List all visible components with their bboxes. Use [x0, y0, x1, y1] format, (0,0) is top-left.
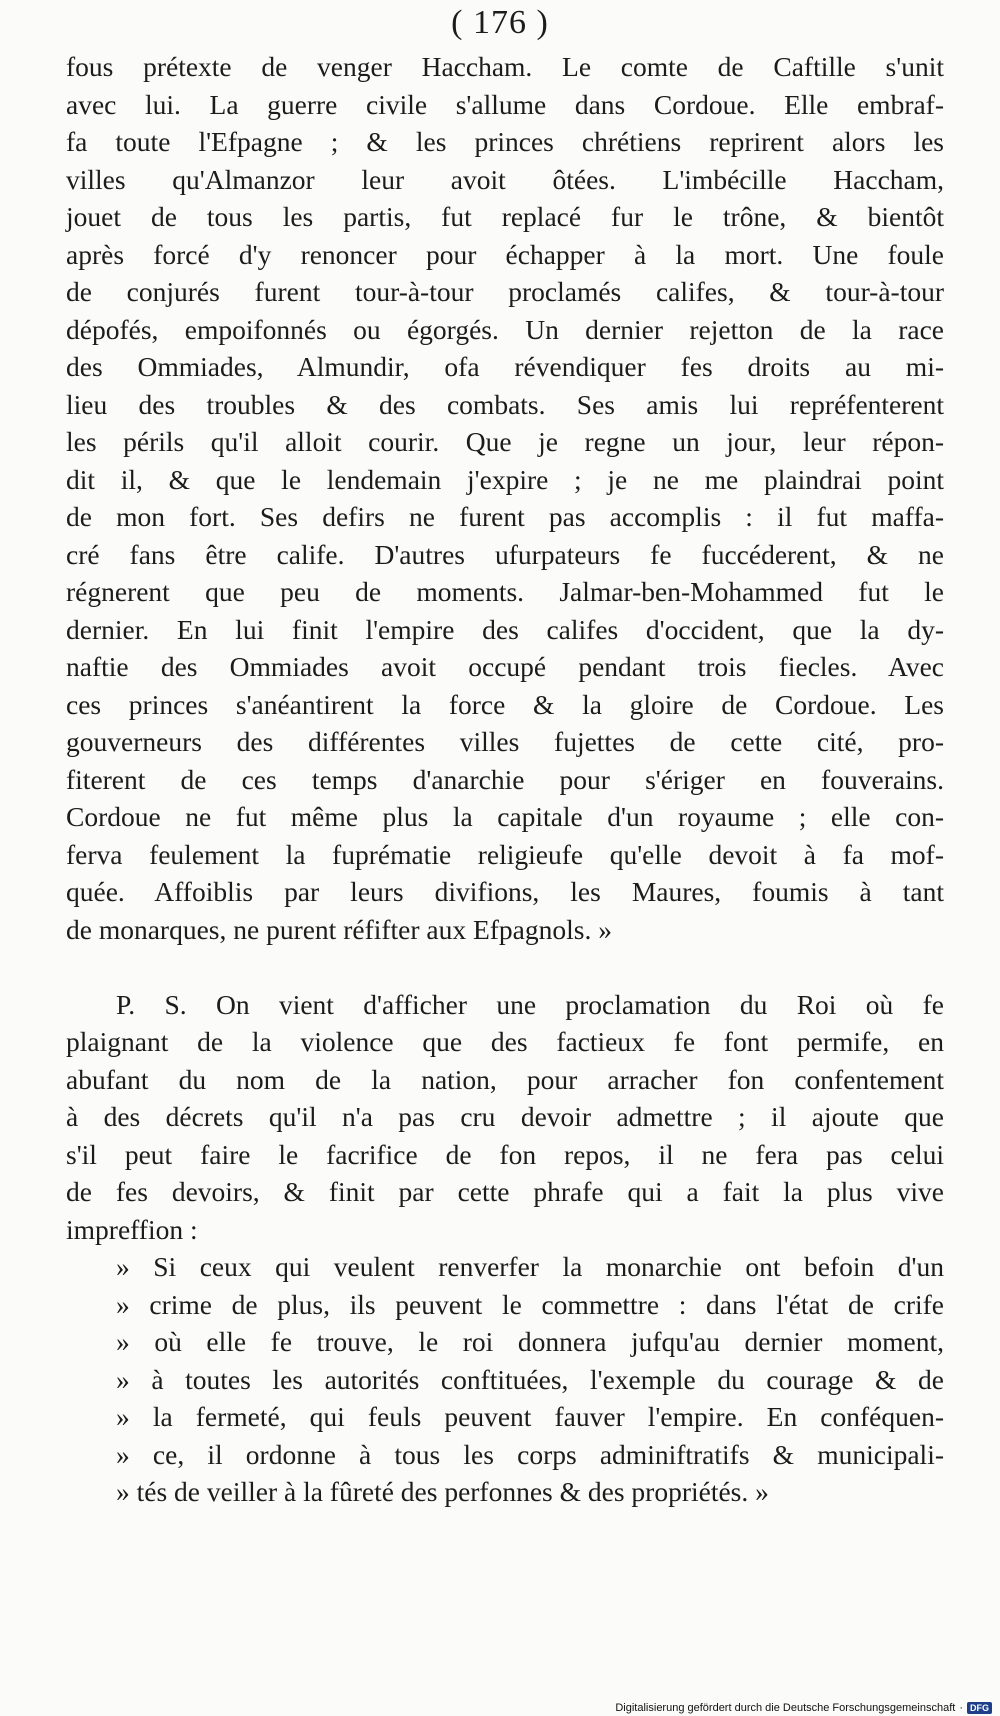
text-line: jouet de tous les partis, fut replacé fur le trône, & bientôt: [66, 201, 944, 232]
text-line: plaignant de la violence que des factieux fe font permife, en: [66, 1026, 944, 1057]
text-line: s'il peut faire le facrifice de fon repos, il ne fera pas celui: [66, 1138, 944, 1170]
text-line: quée. Affoiblis par leurs divifions, les Maures, foumis à tant: [66, 876, 944, 907]
body-text: [66, 48, 944, 1511]
text-line: dernier. En lui finit l'empire des califes d'occident, que la dy-: [66, 613, 944, 645]
text-line: abufant du nom de la nation, pour arracher fon confentement: [66, 1063, 944, 1095]
text-line: après forcé d'y renoncer pour échapper à la mort. Une foule: [66, 238, 944, 270]
text-line: à des décrets qu'il n'a pas cru devoir admettre ; il ajoute que: [66, 1101, 944, 1132]
page-number: ( 176 ): [451, 4, 549, 41]
text-line: » tés de veiller à la fûreté des perfonnes & des propriétés. »: [116, 1476, 769, 1507]
text-line: de monarques, ne purent réfifter aux Efpagnols. »: [66, 913, 612, 945]
text-line: P. S. On vient d'afficher une proclamation du Roi où fe: [116, 988, 944, 1020]
text-line: naftie des Ommiades avoit occupé pendant trois fiecles. Avec: [66, 651, 944, 682]
text-line: lieu des troubles & des combats. Ses amis lui repréfenterent: [66, 388, 944, 420]
dfg-logo-icon: DFG: [967, 1702, 992, 1714]
text-line: » crime de plus, ils peuvent le commettre : dans l'état de crife: [116, 1288, 944, 1320]
text-line: » la fermeté, qui feuls peuvent fauver l'empire. En conféquen-: [116, 1401, 944, 1432]
text-line: régnerent que peu de moments. Jalmar-ben-Mohammed fut le: [66, 576, 944, 607]
paragraph-ps: [66, 986, 944, 1249]
text-line: ces princes s'anéantirent la force & la gloire de Cordoue. Les: [66, 688, 944, 720]
text-line: villes qu'Almanzor leur avoit ôtées. L'imbécille Haccham,: [66, 163, 944, 195]
text-line: gouverneurs des différentes villes fujettes de cette cité, pro-: [66, 726, 944, 757]
text-line: impreffion :: [66, 1213, 198, 1245]
text-line: des Ommiades, Almundir, ofa révendiquer fes droits au mi-: [66, 351, 944, 382]
paragraph-quote: [66, 1248, 944, 1511]
paragraph-gap: [66, 948, 944, 986]
text-line: » ce, il ordonne à tous les corps adminiftratifs & municipali-: [116, 1438, 944, 1470]
text-line: de conjurés furent tour-à-tour proclamés califes, & tour-à-tour: [66, 276, 944, 307]
text-line: » à toutes les autorités conftituées, l'exemple du courage & de: [116, 1363, 944, 1395]
text-line: dépofés, empoifonnés ou égorgés. Un dernier rejetton de la race: [66, 313, 944, 345]
text-line: fous prétexte de venger Haccham. Le comte de Caftille s'unit: [66, 51, 944, 82]
text-line: » où elle fe trouve, le roi donnera jufqu'au dernier moment,: [116, 1326, 944, 1357]
digitization-footer: [615, 1702, 992, 1714]
text-line: de mon fort. Ses defirs ne furent pas accomplis : il fut maffa-: [66, 501, 944, 532]
text-line: fiterent de ces temps d'anarchie pour s'ériger en fouverains.: [66, 763, 944, 795]
footer-separator: ·: [959, 1702, 963, 1714]
text-line: dit il, & que le lendemain j'expire ; je ne me plaindrai point: [66, 463, 944, 495]
text-line: les périls qu'il alloit courir. Que je regne un jour, leur répon-: [66, 426, 944, 457]
paragraph-1: [66, 48, 944, 948]
text-line: de fes devoirs, & finit par cette phrafe qui a fait la plus vive: [66, 1176, 944, 1207]
text-line: ferva feulement la fuprématie religieufe qu'elle devoit à fa mof-: [66, 838, 944, 870]
text-line: fa toute l'Efpagne ; & les princes chrétiens reprirent alors les: [66, 126, 944, 157]
text-line: Cordoue ne fut même plus la capitale d'un royaume ; elle con-: [66, 801, 944, 832]
text-line: cré fans être calife. D'autres ufurpateurs fe fuccéderent, & ne: [66, 538, 944, 570]
text-line: avec lui. La guerre civile s'allume dans Cordoue. Elle embraf-: [66, 88, 944, 120]
footer-text: Digitalisierung gefördert durch die Deutsche Forschungsgemeinschaft: [615, 1702, 956, 1714]
text-line: » Si ceux qui veulent renverfer la monarchie ont befoin d'un: [116, 1251, 944, 1282]
